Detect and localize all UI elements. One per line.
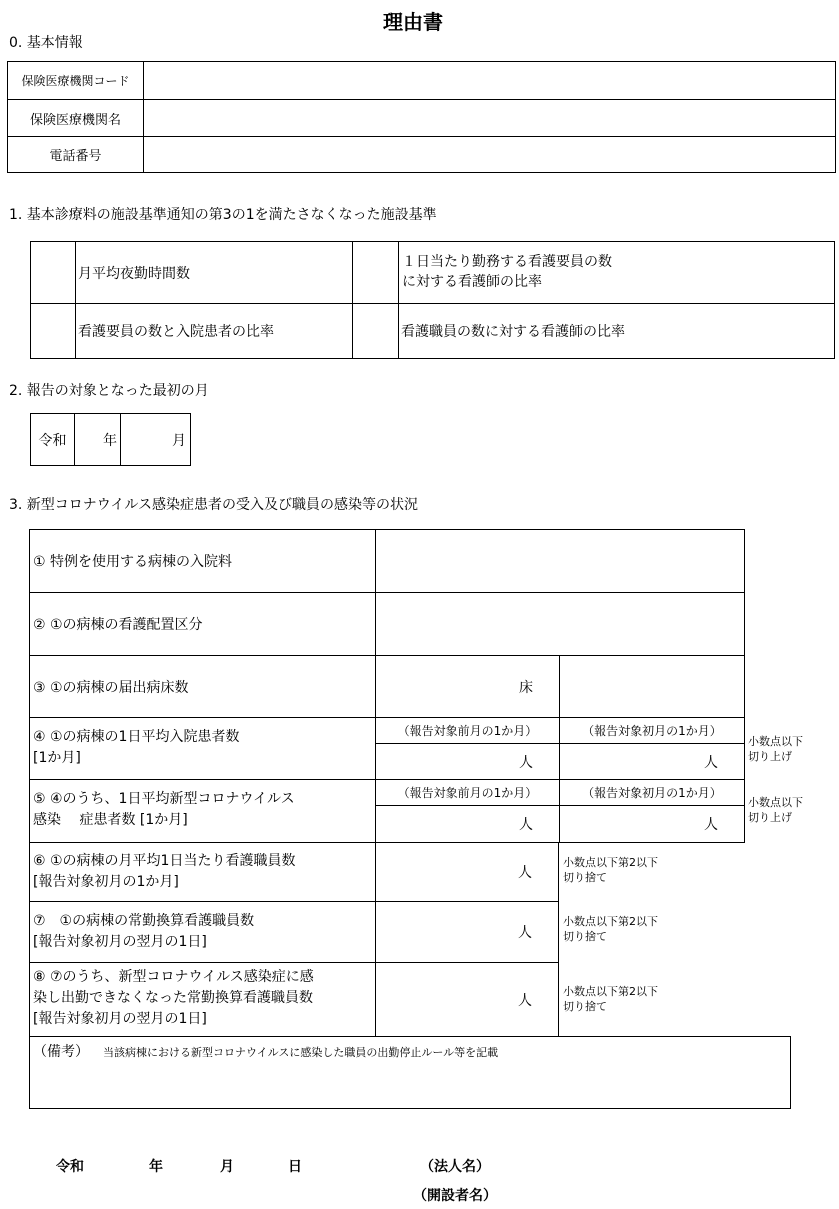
remarks-label: （備考） (33, 1044, 89, 1060)
phone-field[interactable] (144, 137, 834, 172)
month-field[interactable]: 月 (172, 432, 186, 449)
footer-year[interactable]: 年 (149, 1159, 163, 1175)
row2-value-field[interactable] (376, 593, 743, 655)
row6-label: ⑥ ①の病棟の月平均1日当たり看護職員数 [報告対象初月の1か月] (33, 853, 296, 890)
section-3-heading: 3. 新型コロナウイルス感染症患者の受入及び職員の感染等の状況 (9, 497, 418, 513)
footer-era: 令和 (56, 1159, 84, 1175)
row1-value-field[interactable] (376, 530, 743, 592)
row3-beds-field[interactable]: 床 (519, 679, 533, 696)
criteria-label-nurse-ratio-daily: １日当たり勤務する看護要員の数 に対する看護師の比率 (402, 254, 612, 290)
row6-truncate-note: 小数点以下第2以下 切り捨て (563, 856, 658, 884)
row5-label: ⑤ ④のうち、1日平均新型コロナウイルス 感染 症患者数 [1か月] (33, 791, 295, 828)
facility-code-label: 保険医療機関コード (21, 74, 130, 88)
row6-value-field[interactable]: 人 (518, 865, 532, 881)
footer-day[interactable]: 日 (288, 1159, 302, 1175)
founder-name-label: （開設者名） (413, 1188, 497, 1204)
row4-label: ④ ①の病棟の1日平均入院患者数 [1か月] (33, 729, 240, 766)
corp-name-label: （法人名） (420, 1159, 490, 1175)
row2-label: ② ①の病棟の看護配置区分 (33, 617, 203, 633)
section-0-heading: 0. 基本情報 (9, 35, 83, 51)
facility-name-label: 保険医療機関名 (29, 112, 121, 128)
row4-rounding-note: 小数点以下 切り上げ (748, 735, 803, 763)
row5-first-month-field[interactable]: 人 (704, 817, 718, 833)
section-2-heading: 2. 報告の対象となった最初の月 (9, 383, 209, 399)
row3-label: ③ ①の病棟の届出病床数 (33, 679, 189, 696)
footer-month[interactable]: 月 (220, 1159, 234, 1175)
criteria-checkbox-1[interactable] (31, 242, 75, 303)
criteria-checkbox-3[interactable] (31, 304, 75, 358)
remarks-instruction: 当該病棟における新型コロナウイルスに感染した職員の出勤停止ルール等を記載 (103, 1046, 499, 1059)
row1-label: ① 特例を使用する病棟の入院料 (33, 554, 233, 570)
section-1-heading: 1. 基本診療料の施設基準通知の第3の1を満たさなくなった施設基準 (9, 207, 437, 223)
row8-value-field[interactable]: 人 (518, 992, 532, 1009)
row5-prev-month-header: （報告対象前月の1か月） (397, 786, 538, 800)
era-label: 令和 (38, 432, 67, 449)
criteria-checkbox-4[interactable] (353, 304, 398, 358)
row7-truncate-note: 小数点以下第2以下 切り捨て (563, 915, 658, 943)
row3-extra-cell (560, 656, 743, 717)
row4-first-month-header: （報告対象初月の1か月） (582, 724, 722, 738)
row4-first-month-field[interactable]: 人 (704, 754, 718, 771)
facility-code-field[interactable] (144, 62, 834, 99)
row5-rounding-note: 小数点以下 切り上げ (748, 796, 803, 824)
row5-first-month-header: （報告対象初月の1か月） (582, 786, 722, 800)
row7-label: ⑦ ①の病棟の常勤換算看護職員数 [報告対象初月の翌月の1日] (33, 913, 255, 950)
criteria-checkbox-2[interactable] (353, 242, 398, 303)
criteria-label-staff-patient-ratio: 看護要員の数と入院患者の比率 (78, 324, 274, 340)
criteria-label-night-hours: 月平均夜勤時間数 (78, 265, 190, 282)
criteria-label-nurse-ratio: 看護職員の数に対する看護師の比率 (401, 324, 625, 340)
phone-label: 電話番号 (49, 149, 102, 164)
page-title: 理由書 (383, 10, 443, 34)
facility-name-field[interactable] (144, 100, 834, 136)
row4-prev-month-header: （報告対象前月の1か月） (397, 724, 538, 738)
row4-prev-month-field[interactable]: 人 (519, 754, 533, 771)
row8-label: ⑧ ⑦のうち、新型コロナウイルス感染症に感 染し出勤できなくなった常勤換算看護職員数 [報告対象初月の翌月の1日] (33, 969, 314, 1027)
row7-value-field[interactable]: 人 (518, 925, 532, 941)
row5-prev-month-field[interactable]: 人 (519, 817, 533, 833)
year-field[interactable]: 年 (103, 432, 117, 449)
row8-truncate-note: 小数点以下第2以下 切り捨て (563, 985, 658, 1013)
